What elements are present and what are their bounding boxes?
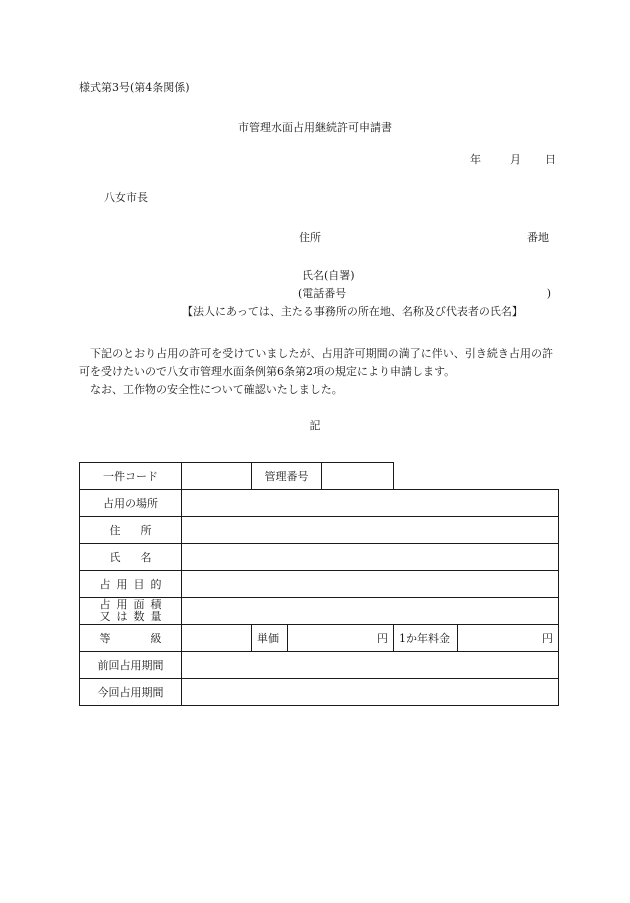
unit-price-label: 単価 bbox=[252, 625, 288, 652]
date-line bbox=[470, 154, 556, 165]
table-row bbox=[80, 625, 559, 652]
body-paragraph-1: 下記のとおり占用の許可を受けていましたが、占用許可期間の満了に伴い、引き続き占用の許可を受けたいので八女市管理水面条例第6条第2項の規定により申請します。 bbox=[79, 347, 553, 378]
case-code-label: 一件コード bbox=[80, 463, 182, 490]
table-row bbox=[80, 571, 559, 598]
previous-period-field[interactable] bbox=[182, 652, 559, 679]
current-period-label: 今回占用期間 bbox=[80, 679, 182, 706]
unit-price-field[interactable]: 円 bbox=[288, 625, 394, 652]
phone-open: (電話番号 bbox=[298, 287, 347, 300]
previous-period-label: 前回占用期間 bbox=[80, 652, 182, 679]
area-field[interactable] bbox=[182, 598, 559, 625]
table-row bbox=[80, 517, 559, 544]
date-month: 月 bbox=[510, 153, 521, 166]
body-paragraph-2: なお、工作物の安全性について確認いたしました。 bbox=[79, 383, 343, 396]
area-label: 占 用 面 積 又 は 数 量 bbox=[80, 598, 182, 625]
management-number-field[interactable] bbox=[322, 463, 394, 490]
blank-cell bbox=[394, 463, 559, 490]
application-table bbox=[79, 462, 559, 706]
phone-line bbox=[298, 288, 551, 299]
table-row bbox=[80, 544, 559, 571]
date-year: 年 bbox=[470, 153, 481, 166]
addressee: 八女市長 bbox=[104, 191, 148, 204]
body-text bbox=[79, 345, 553, 399]
table-row bbox=[80, 463, 559, 490]
name-label: 氏名(自署) bbox=[302, 269, 355, 282]
location-label: 占用の場所 bbox=[80, 490, 182, 517]
annual-fee-field[interactable]: 円 bbox=[458, 625, 559, 652]
address-suffix: 番地 bbox=[527, 231, 549, 244]
table-row bbox=[80, 598, 559, 625]
purpose-label: 占 用 目 的 bbox=[80, 571, 182, 598]
date-day: 日 bbox=[545, 153, 556, 166]
grade-field[interactable] bbox=[182, 625, 252, 652]
address-field[interactable] bbox=[182, 517, 559, 544]
ki-heading: 記 bbox=[309, 419, 321, 432]
annual-fee-label: 1か年料金 bbox=[394, 625, 458, 652]
management-number-label: 管理番号 bbox=[252, 463, 322, 490]
document-title: 市管理水面占用継続許可申請書 bbox=[238, 121, 392, 134]
address-row-label: 住 所 bbox=[80, 517, 182, 544]
table-row bbox=[80, 490, 559, 517]
name-row-label: 氏 名 bbox=[80, 544, 182, 571]
phone-close: ) bbox=[546, 287, 551, 300]
current-period-field[interactable] bbox=[182, 679, 559, 706]
purpose-field[interactable] bbox=[182, 571, 559, 598]
location-field[interactable] bbox=[182, 490, 559, 517]
address-label: 住所 bbox=[299, 231, 321, 244]
table-row bbox=[80, 679, 559, 706]
corporate-note: 【法人にあっては、主たる事務所の所在地、名称及び代表者の氏名】 bbox=[182, 305, 523, 318]
table-row bbox=[80, 652, 559, 679]
form-number: 様式第3号(第4条関係) bbox=[79, 81, 190, 94]
grade-label: 等 級 bbox=[80, 625, 182, 652]
case-code-field[interactable] bbox=[182, 463, 252, 490]
name-field[interactable] bbox=[182, 544, 559, 571]
